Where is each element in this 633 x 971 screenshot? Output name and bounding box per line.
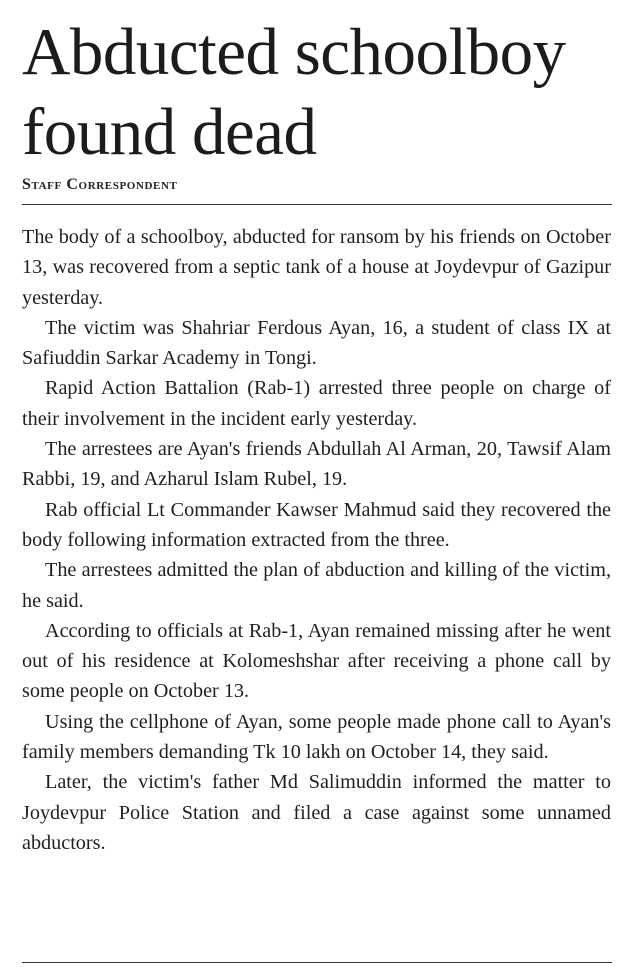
headline-line-1: Abducted schoolboy bbox=[22, 15, 566, 89]
paragraph: The body of a schoolboy, abducted for ransom by his friends on October 13, was recovered from a septic tank of a house at Joydevpur of Gazipur yesterday. bbox=[22, 226, 611, 309]
paragraph: Rab official Lt Commander Kawser Mahmud said they recovered the body following information extracted from the three. bbox=[22, 498, 611, 551]
paragraph: According to officials at Rab-1, Ayan remained missing after he went out of his residence at Kolomeshshar after receiving a phone call by some people on October 13. bbox=[22, 619, 611, 703]
byline: Staff Correspondent bbox=[22, 176, 178, 193]
article-body bbox=[22, 222, 611, 858]
paragraph: The victim was Shahriar Ferdous Ayan, 16, a student of class IX at Safiuddin Sarkar Academy in Tongi. bbox=[22, 316, 611, 370]
headline bbox=[22, 12, 622, 172]
divider-bottom bbox=[22, 962, 612, 963]
paragraph: Later, the victim's father Md Salimuddin informed the matter to Joydevpur Police Station and filed a case against some unnamed abductors. bbox=[22, 771, 611, 854]
paragraph: Using the cellphone of Ayan, some people made phone call to Ayan's family members demanding Tk 10 lakh on October 14, they said. bbox=[22, 710, 611, 764]
divider-top bbox=[22, 204, 612, 205]
paragraph: The arrestees are Ayan's friends Abdullah Al Arman, 20, Tawsif Alam Rabbi, 19, and Azharul Islam Rubel, 19. bbox=[22, 438, 611, 491]
paragraph: Rapid Action Battalion (Rab-1) arrested three people on charge of their involvement in the incident early yesterday. bbox=[22, 377, 611, 430]
paragraph: The arrestees admitted the plan of abduction and killing of the victim, he said. bbox=[22, 559, 611, 612]
headline-line-2: found dead bbox=[22, 95, 317, 169]
